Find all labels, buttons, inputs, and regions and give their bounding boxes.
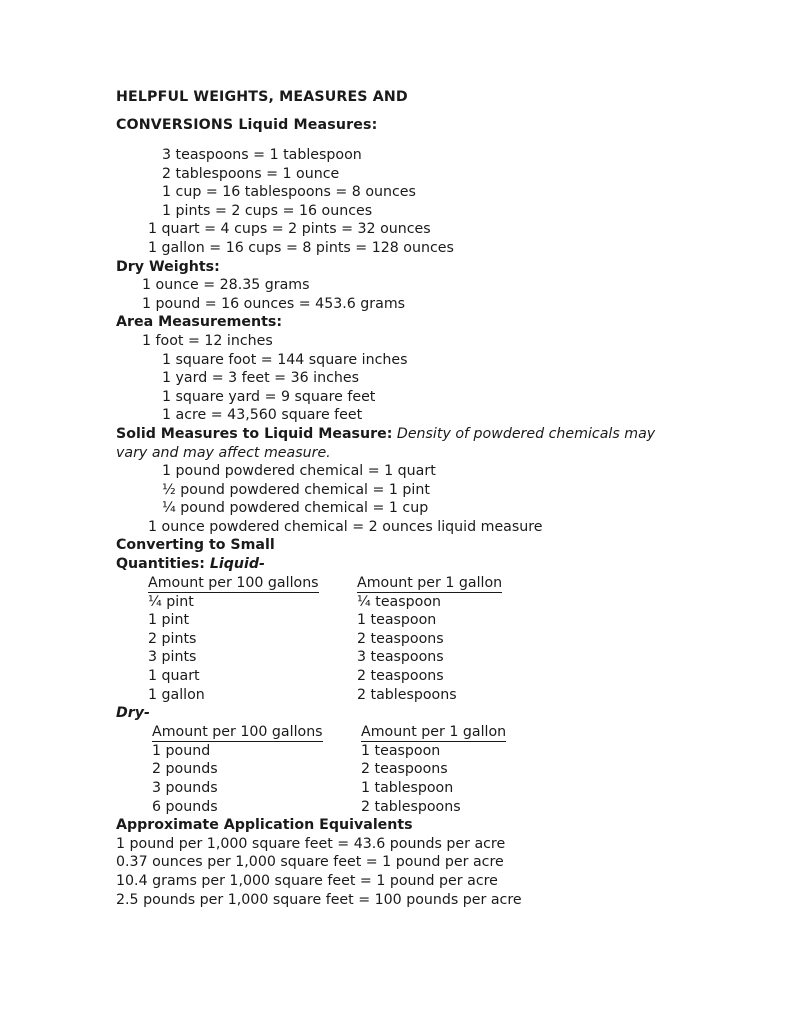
- table-row: [152, 779, 622, 798]
- table-cell: 1 gallon: [148, 686, 205, 703]
- dry-weights-section: [116, 258, 676, 314]
- table-cell: 1 pound: [152, 742, 211, 759]
- dry-weights-line: 1 ounce = 28.35 grams: [142, 277, 310, 294]
- converting-liquid-label: Liquid-: [204, 556, 265, 573]
- dry-conversion-table: [152, 723, 622, 816]
- application-equivalents-section: [116, 816, 676, 909]
- converting-heading-line-2: [116, 555, 676, 574]
- liquid-measure-line: 1 gallon = 16 cups = 8 pints = 128 ounces: [148, 239, 454, 256]
- table-row: [152, 742, 622, 761]
- area-measurements-line: 1 yard = 3 feet = 36 inches: [162, 370, 359, 387]
- table-header-cell: [152, 723, 361, 742]
- liquid-col-1-header: Amount per 100 gallons: [148, 574, 319, 591]
- liquid-col-2-header: Amount per 1 gallon: [357, 574, 503, 591]
- table-header-cell: [357, 574, 618, 593]
- application-equivalent-line: 1 pound per 1,000 square feet = 43.6 pounds per acre: [116, 835, 506, 852]
- solid-measures-line: ½ pound powdered chemical = 1 pint: [162, 481, 430, 498]
- dry-conversion-table-body: [152, 742, 622, 816]
- area-measurements-heading: Area Measurements:: [116, 314, 282, 331]
- liquid-measure-line: 2 tablespoons = 1 ounce: [162, 165, 340, 182]
- liquid-conversion-table-body: [148, 593, 618, 705]
- table-cell: 1 quart: [148, 668, 200, 685]
- application-equivalent-line: 0.37 ounces per 1,000 square feet = 1 pound per acre: [116, 854, 504, 871]
- application-equivalents-heading: Approximate Application Equivalents: [116, 817, 413, 834]
- table-row: [148, 611, 618, 630]
- liquid-measure-line: 3 teaspoons = 1 tablespoon: [162, 147, 362, 163]
- document-title-line-2: CONVERSIONS Liquid Measures:: [116, 117, 378, 133]
- dry-weights-heading: Dry Weights:: [116, 258, 220, 275]
- table-cell: 3 pints: [148, 649, 197, 666]
- table-header-row: [152, 723, 622, 742]
- liquid-measures-list: [116, 146, 676, 258]
- table-row: [148, 593, 618, 612]
- table-cell: ¼ teaspoon: [357, 593, 441, 610]
- table-cell: 6 pounds: [152, 798, 218, 815]
- table-header-row: [148, 574, 618, 593]
- table-cell: 1 teaspoon: [361, 742, 441, 759]
- table-cell: ¼ pint: [148, 593, 194, 610]
- dry-conversion-table-wrap: [116, 723, 676, 816]
- area-measurements-line: 1 square yard = 9 square feet: [162, 388, 376, 405]
- dry-label: Dry-: [116, 705, 150, 722]
- dry-conversion-table-head: [152, 723, 622, 742]
- liquid-measure-line: 1 quart = 4 cups = 2 pints = 32 ounces: [148, 221, 431, 238]
- dry-col-2-header: Amount per 1 gallon: [361, 723, 507, 740]
- table-row: [148, 686, 618, 705]
- table-cell: 2 teaspoons: [357, 630, 444, 647]
- table-cell: 1 teaspoon: [357, 612, 437, 629]
- area-measurements-line: 1 square foot = 144 square inches: [162, 351, 408, 368]
- dry-weights-line: 1 pound = 16 ounces = 453.6 grams: [142, 295, 406, 312]
- dry-col-1-header: Amount per 100 gallons: [152, 723, 323, 740]
- table-header-cell: [361, 723, 622, 742]
- converting-section: [116, 536, 676, 816]
- table-cell: 1 pint: [148, 612, 190, 629]
- table-row: [148, 630, 618, 649]
- table-cell: 2 tablespoons: [357, 686, 457, 703]
- table-cell: 1 tablespoon: [361, 780, 454, 796]
- table-cell: 3 pounds: [152, 780, 218, 796]
- table-cell: 2 pounds: [152, 761, 218, 778]
- table-cell: 3 teaspoons: [357, 649, 444, 666]
- table-header-cell: [148, 574, 357, 593]
- table-cell: 2 teaspoons: [357, 668, 444, 685]
- liquid-measure-line: 1 cup = 16 tablespoons = 8 ounces: [162, 184, 416, 201]
- solid-measures-line: ¼ pound powdered chemical = 1 cup: [162, 500, 429, 517]
- area-measurements-line: 1 foot = 12 inches: [142, 332, 273, 349]
- table-row: [148, 667, 618, 686]
- area-measurements-section: [116, 313, 676, 425]
- table-row: [152, 798, 622, 817]
- liquid-conversion-table-wrap: [116, 574, 676, 705]
- solid-measures-section: [116, 425, 676, 537]
- area-measurements-line: 1 acre = 43,560 square feet: [162, 407, 363, 424]
- solid-measures-line: 1 pound powdered chemical = 1 quart: [162, 463, 436, 480]
- document-title-line-1: HELPFUL WEIGHTS, MEASURES AND: [116, 89, 408, 105]
- application-equivalent-line: 10.4 grams per 1,000 square feet = 1 pound per acre: [116, 872, 498, 889]
- solid-measures-heading: [116, 425, 676, 462]
- liquid-conversion-table: [148, 574, 618, 705]
- solid-measures-heading-label: Solid Measures to Liquid Measure:: [116, 425, 393, 442]
- application-equivalent-line: 2.5 pounds per 1,000 square feet = 100 pounds per acre: [116, 891, 522, 908]
- table-cell: 2 pints: [148, 630, 197, 647]
- table-row: [148, 648, 618, 667]
- document-body: [116, 88, 676, 909]
- table-cell: 2 teaspoons: [361, 761, 448, 778]
- table-cell: 2 tablespoons: [361, 798, 461, 815]
- solid-measures-note: Density of powdered chemicals may vary and may affect measure.: [116, 425, 656, 461]
- converting-heading-line-1: Converting to Small: [116, 537, 275, 554]
- converting-heading-label: Quantities:: [116, 556, 205, 573]
- solid-measures-line: 1 ounce powdered chemical = 2 ounces liquid measure: [148, 518, 543, 535]
- liquid-conversion-table-head: [148, 574, 618, 593]
- table-row: [152, 760, 622, 779]
- liquid-measure-line: 1 pints = 2 cups = 16 ounces: [162, 202, 373, 219]
